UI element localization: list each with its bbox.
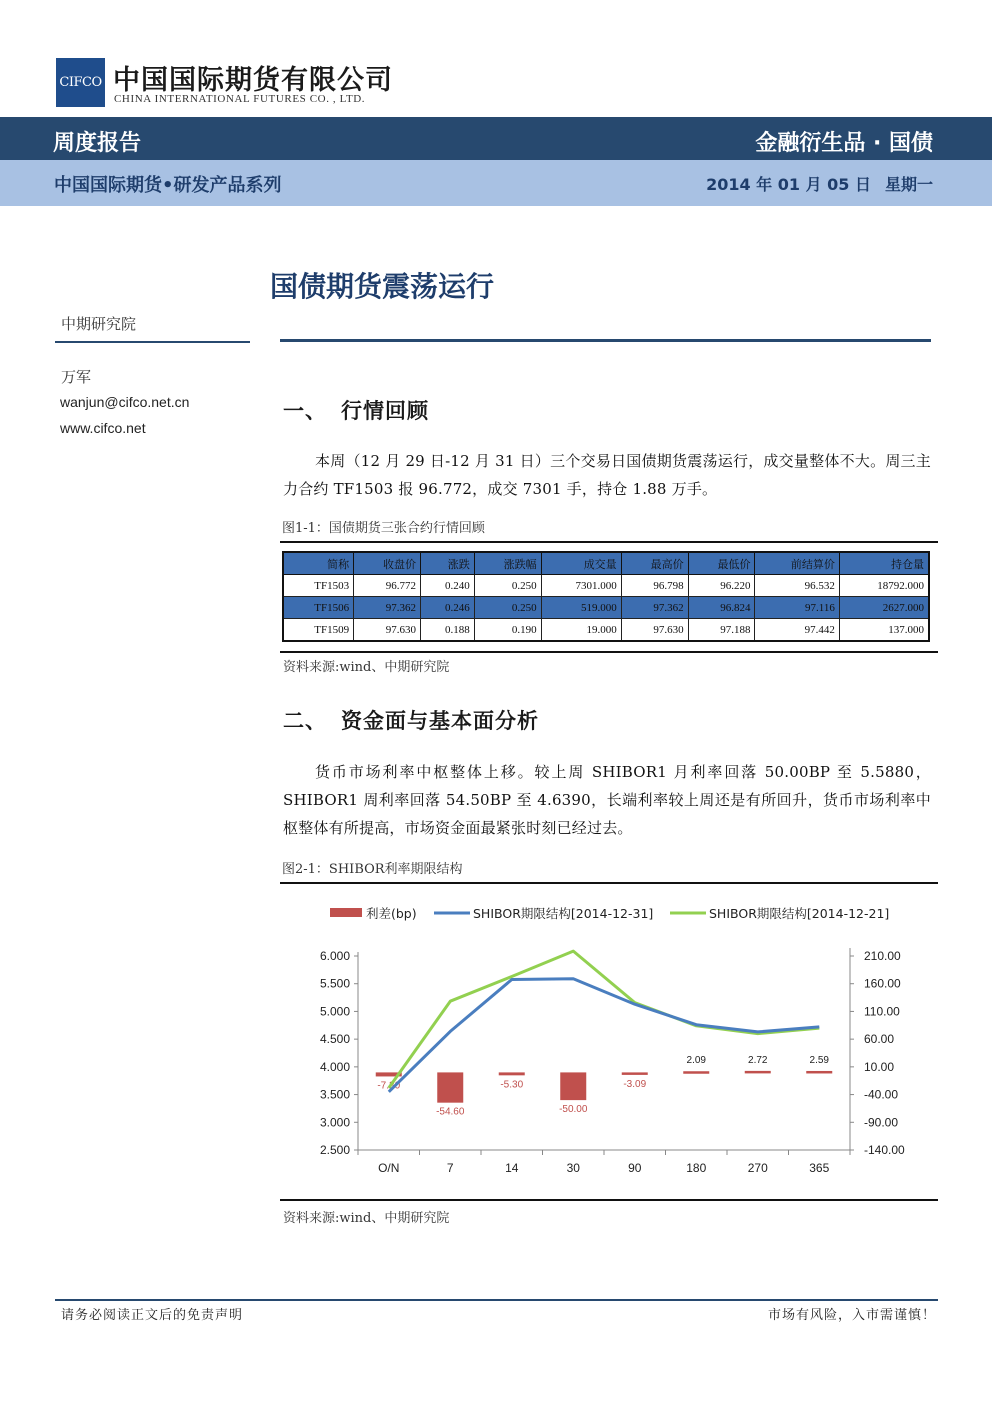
table-cell: 137.000 [839,619,929,642]
figure-1-caption: 图1-1：国债期货三张合约行情回顾 [282,521,485,536]
table-row [283,575,929,597]
institute-name: 中期研究院 [61,315,137,333]
bar-spread [560,1072,586,1100]
bar-data-label: -5.30 [500,1079,524,1091]
author-name: 万军 [61,368,92,386]
cifco-logo: CIFCO [56,58,105,107]
figure-2-top-rule [280,882,938,884]
y-right-tick-label: -40.00 [864,1087,899,1102]
table-row [283,619,929,642]
x-tick-label: 30 [566,1161,580,1175]
table-cell: 97.442 [755,619,839,642]
table-header-cell: 涨跌 [421,552,475,575]
table-cell: 0.188 [421,619,475,642]
table-header-cell: 成交量 [541,552,621,575]
legend-label: SHIBOR期限结构[2014-12-21] [709,906,890,921]
y-right-tick-label: 10.00 [864,1059,895,1074]
bar-data-label: -54.60 [436,1106,465,1118]
table-header-cell: 前结算价 [755,552,839,575]
figure-2-bottom-rule [280,1199,938,1201]
y-right-tick-label: 160.00 [864,976,901,991]
y-right-tick-label: 60.00 [864,1032,895,1047]
y-left-tick-label: 5.500 [319,976,350,991]
section-1-paragraph: 本周（12 月 29 日-12 月 31 日）三个交易日国债期货震荡运行，成交量整体不大。周三主力合约 TF1503 报 96.772，成交 7301 手，持仓 1.88 万手。 [283,452,931,498]
table-cell: 2627.000 [839,597,929,619]
table-cell: 97.188 [688,619,755,642]
y-left-tick-label: 2.500 [319,1143,350,1157]
table-header-cell: 涨跌幅 [474,552,541,575]
website-link[interactable]: www.cifco.net [60,420,146,436]
table-header-row [283,552,929,575]
quote-table [282,551,930,642]
table-cell: 0.250 [474,575,541,597]
section-2-paragraph: 货币市场利率中枢整体上移。较上周 SHIBOR1 月利率回落 50.00BP 至 5.5880，SHIBOR1 周利率回落 54.50BP 至 4.6390，长端利率较上周还是有所回升，货币市场利率中枢整体有所提高，市场资金面最紧张时刻已经过去。 [283,763,931,837]
bar-spread [745,1071,771,1074]
bar-data-label: -7.30 [377,1080,401,1092]
company-name-en: CHINA INTERNATIONAL FUTURES CO. , LTD. [114,93,366,105]
table-cell: 97.630 [354,619,421,642]
y-left-tick-label: 6.000 [319,949,350,963]
footer-disclaimer: 请务必阅读正文后的免责声明 [61,1308,244,1323]
legend-label: SHIBOR期限结构[2014-12-31] [473,906,654,921]
bar-spread [806,1071,832,1074]
y-left-tick-label: 5.000 [319,1004,350,1019]
x-tick-label: O/N [378,1161,400,1175]
figure-2-source: 资料来源:wind、中期研究院 [283,1211,450,1226]
table-cell: 0.246 [421,597,475,619]
table-cell: 96.532 [755,575,839,597]
x-tick-label: 180 [686,1161,707,1175]
figure-1-bottom-rule [280,651,938,653]
bar-spread [499,1072,525,1075]
table-header-cell: 最低价 [688,552,755,575]
company-name-cn: 中国国际期货有限公司 [113,65,393,96]
x-tick-label: 90 [628,1161,642,1175]
table-cell: 96.824 [688,597,755,619]
product-series: 中国国际期货•研发产品系列 [54,175,282,196]
bar-data-label: -3.09 [623,1078,647,1090]
footer-risk-warning: 市场有风险，入市需谨慎！ [767,1308,936,1323]
table-cell: 96.220 [688,575,755,597]
table-cell: 97.362 [354,597,421,619]
table-cell: 7301.000 [541,575,621,597]
section-1-heading [283,395,429,425]
legend-swatch-bar [330,908,362,917]
bar-data-label: -50.00 [559,1104,588,1116]
subheader-band [0,160,992,206]
table-cell: 97.362 [621,597,688,619]
x-tick-label: 270 [747,1161,768,1175]
report-date [706,172,933,195]
legend-label: 利差(bp) [366,906,417,921]
table-cell: 19.000 [541,619,621,642]
table-cell: 97.630 [621,619,688,642]
sidebar-divider [55,341,250,343]
y-left-tick-label: 4.000 [319,1059,350,1074]
table-cell: 0.250 [474,597,541,619]
table-cell: 0.190 [474,619,541,642]
section-1-number: 一、 [283,399,327,423]
weekday-text: 星期一 [884,175,933,194]
header-band [0,117,992,160]
table-cell: 96.772 [354,575,421,597]
y-left-tick-label: 4.500 [319,1032,350,1047]
table-cell: 519.000 [541,597,621,619]
table-header-cell: 简称 [283,552,354,575]
table-cell: 0.240 [421,575,475,597]
bar-spread [683,1071,709,1074]
date-text: 2014 年 01 月 05 日 [706,175,871,194]
figure-1-top-rule [280,541,938,543]
table-header-cell: 持仓量 [839,552,929,575]
shibor-term-structure-chart [296,893,936,1193]
bar-spread [437,1072,463,1102]
title-divider [280,339,931,342]
section-2-title: 资金面与基本面分析 [341,709,539,733]
section-1-title: 行情回顾 [341,399,429,423]
table-header-cell: 最高价 [621,552,688,575]
x-tick-label: 7 [446,1161,454,1175]
y-right-tick-label: 110.00 [864,1004,900,1019]
table-cell: 97.116 [755,597,839,619]
table-cell: 96.798 [621,575,688,597]
x-tick-label: 14 [505,1161,519,1175]
table-cell: TF1506 [283,597,354,619]
figure-1-source: 资料来源:wind、中期研究院 [283,660,450,675]
bar-spread [622,1072,648,1075]
y-left-tick-label: 3.000 [319,1115,350,1130]
table-header-cell: 收盘价 [354,552,421,575]
bar-data-label: 2.59 [809,1054,829,1066]
report-type: 周度报告 [53,131,142,156]
table-cell: TF1509 [283,619,354,642]
table-cell: 18792.000 [839,575,929,597]
y-right-tick-label: 210.00 [864,949,901,963]
line-series-2014-12-21 [389,951,820,1091]
x-tick-label: 365 [809,1161,830,1175]
y-right-tick-label: -140.00 [864,1143,905,1157]
y-left-tick-label: 3.500 [319,1087,350,1102]
footer-divider [55,1299,938,1301]
author-email[interactable]: wanjun@cifco.net.cn [60,394,190,410]
section-2-heading [283,705,539,735]
section-2-number: 二、 [283,709,327,733]
y-right-tick-label: -90.00 [864,1115,899,1130]
table-cell: TF1503 [283,575,354,597]
table-row [283,597,929,619]
page-title: 国债期货震荡运行 [270,270,495,303]
bar-data-label: 2.09 [686,1055,706,1067]
bar-data-label: 2.72 [748,1054,768,1066]
report-category: 金融衍生品 · 国债 [755,131,933,156]
figure-2-caption: 图2-1：SHIBOR利率期限结构 [282,862,463,877]
